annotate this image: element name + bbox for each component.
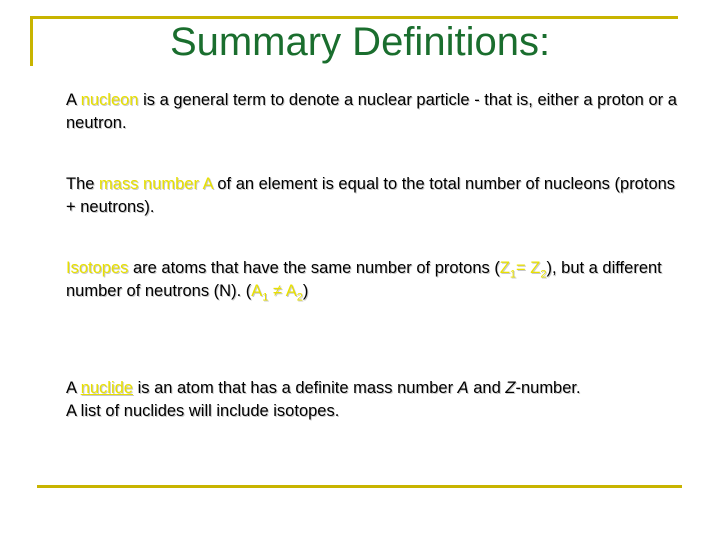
isotopes-z-relation — [499, 259, 547, 281]
nucleon-pre: A — [66, 91, 81, 109]
z1-symbol: Z — [499, 259, 510, 277]
nuclide-post2: and — [468, 379, 506, 397]
page-title: Summary Definitions: — [169, 20, 551, 64]
mass-number-term: mass number A — [99, 175, 213, 193]
a1-symbol: A — [251, 282, 263, 300]
isotopes-mid2: ), but a different number of neutrons (N). ( — [66, 259, 662, 300]
isotopes-a-relation — [251, 282, 303, 304]
isotopes-term: Isotopes — [66, 259, 129, 277]
nucleon-post: is a general term to denote a nuclear particle - that is, either a proton or a neutron. — [66, 91, 677, 132]
nuclide-definition — [66, 377, 686, 423]
isotopes-end: ) — [302, 282, 309, 300]
mass-number-post: of an element is equal to the total number of nucleons (protons + neutrons). — [66, 175, 676, 216]
mass-number-pre: The — [66, 175, 100, 193]
mass-number-definition — [66, 173, 686, 219]
nuclide-post3: -number. — [515, 379, 581, 397]
a1-subscript: 1 — [262, 291, 269, 304]
isotopes-definition — [66, 257, 686, 303]
nuclide-z-italic: Z — [505, 379, 516, 397]
a-not-equal: ≠ A — [268, 282, 297, 300]
a2-subscript: 2 — [296, 291, 303, 304]
z2-subscript: 2 — [540, 268, 547, 281]
nucleon-term: nucleon — [80, 91, 139, 109]
z1-subscript: 1 — [509, 268, 517, 281]
isotopes-mid: are atoms that have the same number of protons ( — [128, 259, 500, 277]
bottom-rule — [37, 485, 682, 488]
z-equals: = Z — [516, 259, 541, 277]
nucleon-definition — [66, 89, 686, 135]
nuclide-a-italic: A — [457, 379, 469, 397]
nuclide-term: nuclide — [80, 379, 133, 397]
nuclide-post1: is an atom that has a definite mass number — [132, 379, 458, 397]
nuclide-pre: A — [66, 379, 81, 397]
nuclide-line2: A list of nuclides will include isotopes. — [66, 402, 340, 420]
